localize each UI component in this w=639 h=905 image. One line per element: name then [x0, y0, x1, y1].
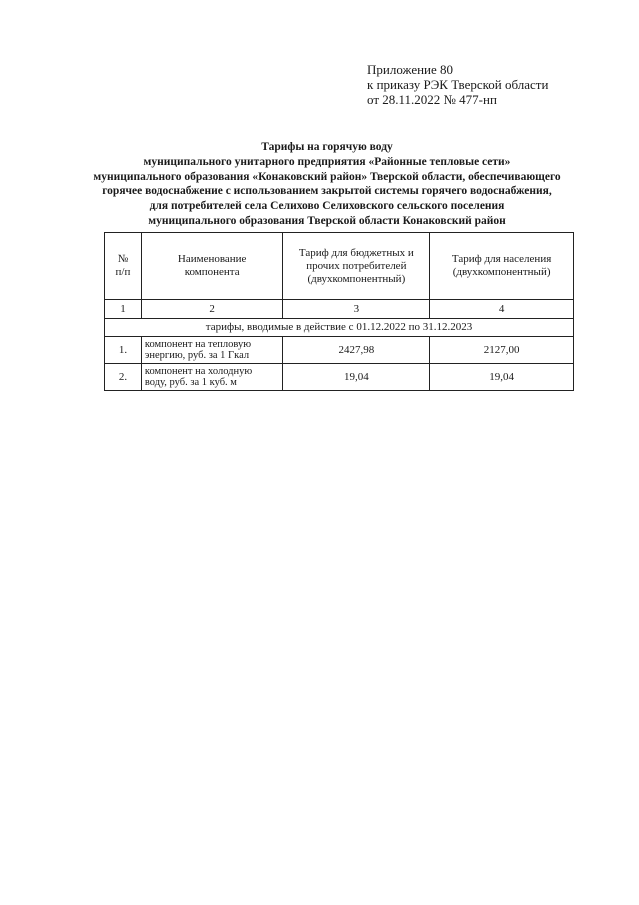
budget-tariff-value: 2427,98 [283, 337, 430, 364]
appendix-order-ref: к приказу РЭК Тверской области [367, 77, 549, 92]
title-line-4: горячее водоснабжение с использованием закрытой системы горячего водоснабжения, [102, 185, 552, 198]
title-line-1: Тарифы на горячую воду [261, 141, 393, 153]
period-label: тарифы, вводимые в действие с 01.12.2022 по 31.12.2023 [105, 319, 574, 337]
title-line-5: для потребителей села Селихово Селиховского сельского поселения [149, 200, 505, 213]
column-number: 2 [141, 300, 283, 319]
column-number-row [105, 300, 574, 319]
header-component-name: Наименование компонента [141, 233, 283, 300]
population-tariff-value: 2127,00 [430, 337, 574, 364]
row-number: 2. [105, 364, 142, 391]
table-header-row [105, 233, 574, 300]
component-name: компонент на тепловую энергию, руб. за 1 Гкал [141, 337, 283, 364]
title-line-2: муниципального унитарного предприятия «Районные тепловые сети» [143, 155, 511, 168]
column-number: 3 [283, 300, 430, 319]
budget-tariff-value: 19,04 [283, 364, 430, 391]
header-number: № п/п [105, 233, 142, 300]
header-budget-tariff: Тариф для бюджетных и прочих потребителей (двухкомпонентный) [283, 233, 430, 300]
period-row [105, 319, 574, 337]
appendix-number: Приложение 80 [367, 62, 454, 77]
row-number: 1. [105, 337, 142, 364]
column-number: 4 [430, 300, 574, 319]
appendix-order-date: от 28.11.2022 № 477-нп [367, 92, 497, 107]
population-tariff-value: 19,04 [430, 364, 574, 391]
appendix-header [367, 62, 548, 107]
title-line-3: муниципального образования «Конаковский район» Тверской области, обеспечивающего [93, 170, 561, 183]
table-row [105, 337, 574, 364]
component-name: компонент на холодную воду, руб. за 1 куб. м [141, 364, 283, 391]
header-population-tariff: Тариф для населения (двухкомпонентный) [430, 233, 574, 300]
column-number: 1 [105, 300, 142, 319]
document-title [70, 140, 584, 229]
title-line-6: муниципального образования Тверской области Конаковский район [148, 214, 506, 227]
tariff-table [104, 232, 574, 391]
table-row [105, 364, 574, 391]
